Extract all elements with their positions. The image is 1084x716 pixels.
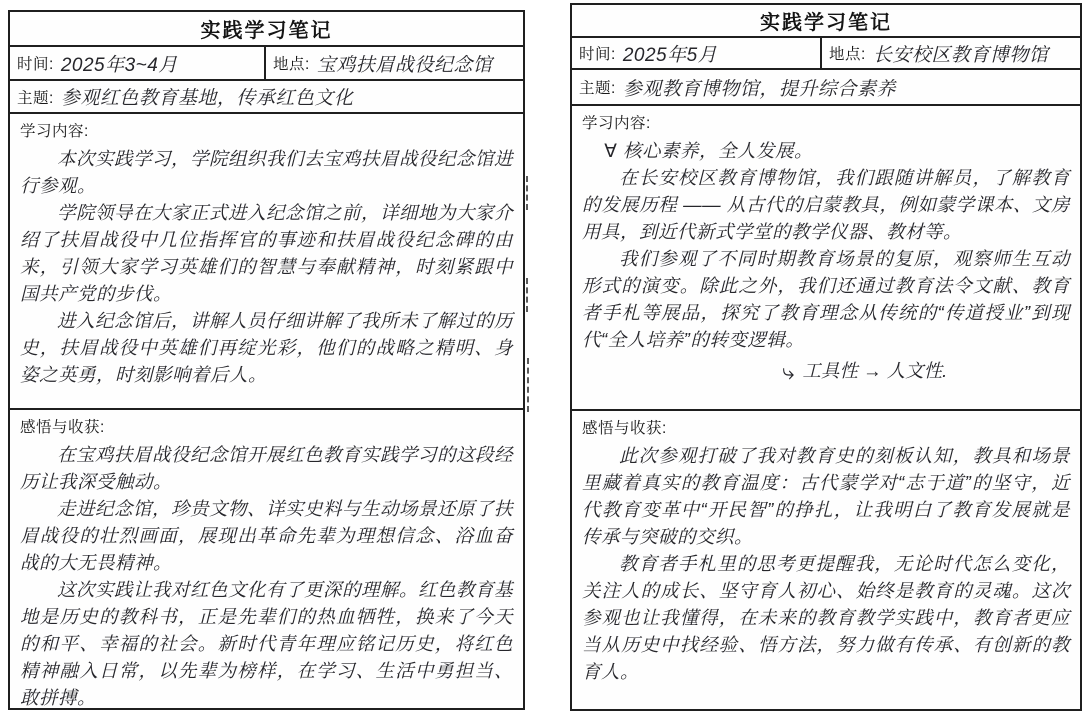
annotation-text: 工具性 → 人文性. <box>802 360 948 381</box>
practice-note-form-left <box>8 10 525 710</box>
practice-note-form-right <box>570 3 1082 711</box>
reflection-section <box>10 410 523 708</box>
reflection-paragraph: 这次实践让我对红色文化有了更深的理解。红色教育基地是历史的教科书，正是先辈们的热血牺牲，换来了今天的和平、幸福的社会。新时代青年理应铭记历史，将红色精神融入日常，以先辈为榜样，在学习、生活中勇担当、敢拼搏。 <box>20 579 514 708</box>
location-cell <box>264 47 523 79</box>
scan-fold-mark <box>527 358 529 412</box>
reflection-label: 感悟与收获: <box>20 419 105 436</box>
location-value: 宝鸡扶眉战役纪念馆 <box>316 54 493 76</box>
reflection-paragraph: 走进纪念馆，珍贵文物、详实史料与生动场景还原了扶眉战役的壮烈画面，展现出革命先辈为理想信念、浴血奋战的大无畏精神。 <box>20 498 514 573</box>
topic-value: 参观教育博物馆，提升综合素养 <box>622 78 896 100</box>
learning-content-section <box>10 114 523 410</box>
learning-paragraph: ∀ 核心素养，全人发展。 <box>604 140 813 161</box>
topic-value: 参观红色教育基地，传承红色文化 <box>60 88 354 109</box>
location-value: 长安校区教育博物馆 <box>872 44 1049 66</box>
learning-content-label: 学习内容: <box>20 123 89 140</box>
time-cell <box>572 38 820 68</box>
location-cell <box>820 38 1080 68</box>
scan-fold-mark <box>526 176 528 210</box>
learning-content-label: 学习内容: <box>582 115 651 132</box>
topic-row <box>572 70 1080 106</box>
reflection-paragraph: 此次参观打破了我对教育史的刻板认知，教具和场景里藏着真实的教育温度：古代蒙学对“志于道”的坚守，近代教育变革中“开民智”的挣扎，让我明白了教育发展就是传承与突破的交织。 <box>582 445 1070 547</box>
time-label: 时间: <box>579 46 616 63</box>
curved-arrow-icon: ⤷ <box>782 359 795 384</box>
form-title-row <box>572 5 1080 38</box>
reflection-paragraph: 在宝鸡扶眉战役纪念馆开展红色教育实践学习的这段经历让我深受触动。 <box>20 444 514 492</box>
learning-paragraph: 在长安校区教育博物馆，我们跟随讲解员，了解教育的发展历程 —— 从古代的启蒙教具，例如蒙学课本、文房用具，到近代新式学堂的教学仪器、教材等。 <box>582 167 1070 242</box>
form-title: 实践学习笔记 <box>760 12 892 34</box>
time-value: 2025年3~4月 <box>60 54 178 76</box>
topic-label: 主题: <box>17 89 54 107</box>
form-title-row <box>10 12 523 47</box>
time-value: 2025年5月 <box>622 44 718 66</box>
scan-fold-mark <box>526 278 528 312</box>
topic-row <box>10 81 523 114</box>
margin-annotation <box>782 357 1070 383</box>
reflection-section <box>572 411 1080 709</box>
time-label: 时间: <box>17 56 54 73</box>
learning-paragraph: 进入纪念馆后，讲解人员仔细讲解了我所未了解过的历史，扶眉战役中英雄们再绽光彩，他们的战略之精明、身姿之英勇，时刻影响着后人。 <box>20 310 514 385</box>
learning-paragraph: 本次实践学习，学院组织我们去宝鸡扶眉战役纪念馆进行参观。 <box>20 148 514 196</box>
reflection-label: 感悟与收获: <box>582 420 667 437</box>
meta-row <box>572 38 1080 70</box>
learning-content-section <box>572 106 1080 411</box>
time-cell <box>10 47 264 79</box>
form-title: 实践学习笔记 <box>200 20 333 42</box>
learning-paragraph: 学院领导在大家正式进入纪念馆之前，详细地为大家介绍了扶眉战役中几位指挥官的事迹和扶眉战役纪念碑的由来，引领大家学习英雄们的智慧与奉献精神，时刻紧跟中国共产党的步伐。 <box>20 202 514 304</box>
topic-label: 主题: <box>579 80 616 97</box>
location-label: 地点: <box>273 56 310 73</box>
learning-paragraph: 我们参观了不同时期教育场景的复原，观察师生互动形式的演变。除此之外，我们还通过教育法令文献、教育者手札等展品，探究了教育理念从传统的“传道授业”到现代“全人培养”的转变逻辑。 <box>582 248 1070 350</box>
meta-row <box>10 47 523 81</box>
location-label: 地点: <box>829 46 866 63</box>
reflection-paragraph: 教育者手札里的思考更提醒我，无论时代怎么变化，关注人的成长、坚守育人初心、始终是教育的灵魂。这次参观也让我懂得，在未来的教育教学实践中，教育者更应当从历史中找经验、悟方法，努力做有传承、有创新的教育人。 <box>582 553 1070 682</box>
